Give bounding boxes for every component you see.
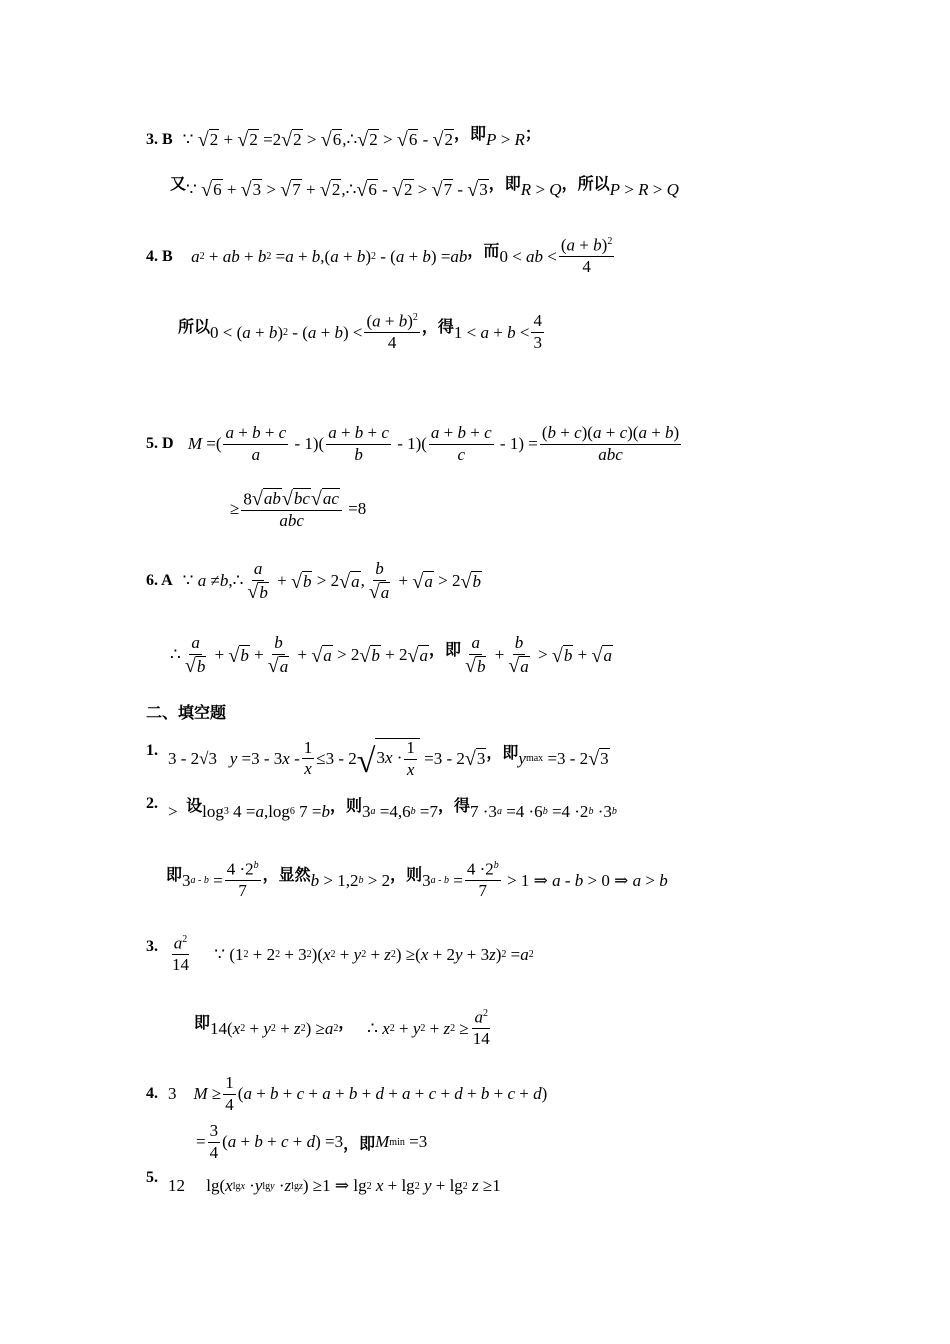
solution-5-line-2: ≥ 8 √ ab √ bc √ ac abc =8 [230, 487, 367, 531]
problem-number: 3. B [146, 130, 173, 148]
problem-number: 6. A [146, 572, 173, 590]
section-heading: 二、填空题 [146, 703, 227, 722]
solution-5-line-1: 5. D M =( $\frac{a + b + c}{a}$ - 1)( $\frac{a + b + c}{b}$ - 1)( $\frac{a + b + c}{c}$ - 1) = $\frac{(b + c)(a + c)(a + b)}{\text{abc}}$ [146, 423, 680, 464]
problem-number: 4. [146, 1085, 158, 1103]
fill-2-line-2: 即 3 $_{a - b}$ = $\frac{4 \cdot 2^b}{7}$ ， 显然 b > 1,2 b > 2 ， 则 3 $_{a - b}$ = $\frac{4 \cdot 2^b}{7}$ > 1 ⇒ a - b > 0 ⇒ a > b [166, 859, 668, 901]
fill-5-line: 5. 12 lg( x lgx · y lgy · z lgz ) ≥1 ⇒ lg 2 x + lg 2 y + lg 2 z ≥1 [146, 1169, 501, 1195]
fill-3-line-2: 即 14( x 2 + y 2 + z 2 ) ≥ a 2 ， ∴ x 2 + y 2 + z 2 ≥ $\frac{a^2}{14}$ [194, 1007, 490, 1049]
fill-1-line: 1. 3 - 2√3 y =3 - 3 x - $\frac{1}{x}$ ≤3 - 2 √ 3x · $\frac{1}{x}$ =3 - 2 √ 3 ， 即 y max =3 - 2 √ 3 [146, 737, 609, 781]
solution-4-line-1: 4. B a 2 + ab + b 2 = a + b ,( a + b ) 2 - ( a + b ) = ab ， 而 0 < ab < $\frac{(a + b)^2}{4}$ [146, 235, 613, 277]
solution-4-line-2: 所以 0 < ( a + b ) 2 - ( a + b ) < $\frac{(a + b)^2}{4}$ ， 得 1 < a + b < $\frac{4}{3}$ [178, 311, 542, 353]
problem-number: 4. B [146, 247, 173, 265]
problem-number: 5. [146, 1169, 158, 1186]
problem-number: 3. [146, 937, 158, 955]
solution-3-line-2: 又 ∵ √ 6 + √ 3 > √ 7 + √ 2 ,∴ √ 6 - √ 2 > √ 7 - √ 3 ， 即 R > Q ， 所以 P > R > Q [170, 174, 679, 201]
answer-4: 3 [168, 1084, 177, 1104]
problem-number: 2. [146, 794, 158, 812]
answer-1: 3 - 2√3 [168, 748, 217, 768]
problem-number: 1. [146, 741, 158, 759]
solution-6-line-2: ∴ a √ b + √ b + b √ a + √ a > 2 √ b + 2 √ a ， 即 a √ b + b √ a > √ b + √ a [170, 633, 612, 678]
answer-3: $\frac{a^2}{14}$ [172, 933, 189, 975]
solution-3-line-1: 3. B ∵ √ 2 + √ 2 =2 √ 2 > √ 6 ,∴ √ 2 > √ 6 - √ 2 ， 即 P > R ； [146, 124, 541, 151]
answer-5: 12 [168, 1176, 185, 1195]
fill-4-line-1: 4. 3 M ≥ $\frac{1}{4}$ ( a + b + c + a + b + d + a + c + d + b + c + d ) [146, 1073, 548, 1114]
fill-2-line-1: 2. > 设 log $_3$ 4 = a ,log 6 7 = b ， 则 3 $_a$ =4,6 b =7 ， 得 7 ·3 $_a$ =4 ·6 b =4 ·2 b ·3 b [146, 794, 617, 821]
solution-6-line-1: 6. A ∵ a ≠ b ,∴ a √ b + √ b > 2 √ a , b √ a + √ a > 2 √ b [146, 559, 481, 604]
fill-3-line-1: 3. $\frac{a^2}{14}$ ∵ (1 2 + 2 2 + 3 2 )( x 2 + y 2 + z 2 ) ≥( x + 2 y + 3 z ) 2 = a 2 [146, 933, 534, 975]
answer-2: > [168, 801, 178, 821]
fill-4-line-2: = $\frac{3}{4}$ ( a + b + c + d ) =3 ， 即 M min =3 [196, 1121, 428, 1162]
problem-number: 5. D [146, 435, 174, 453]
